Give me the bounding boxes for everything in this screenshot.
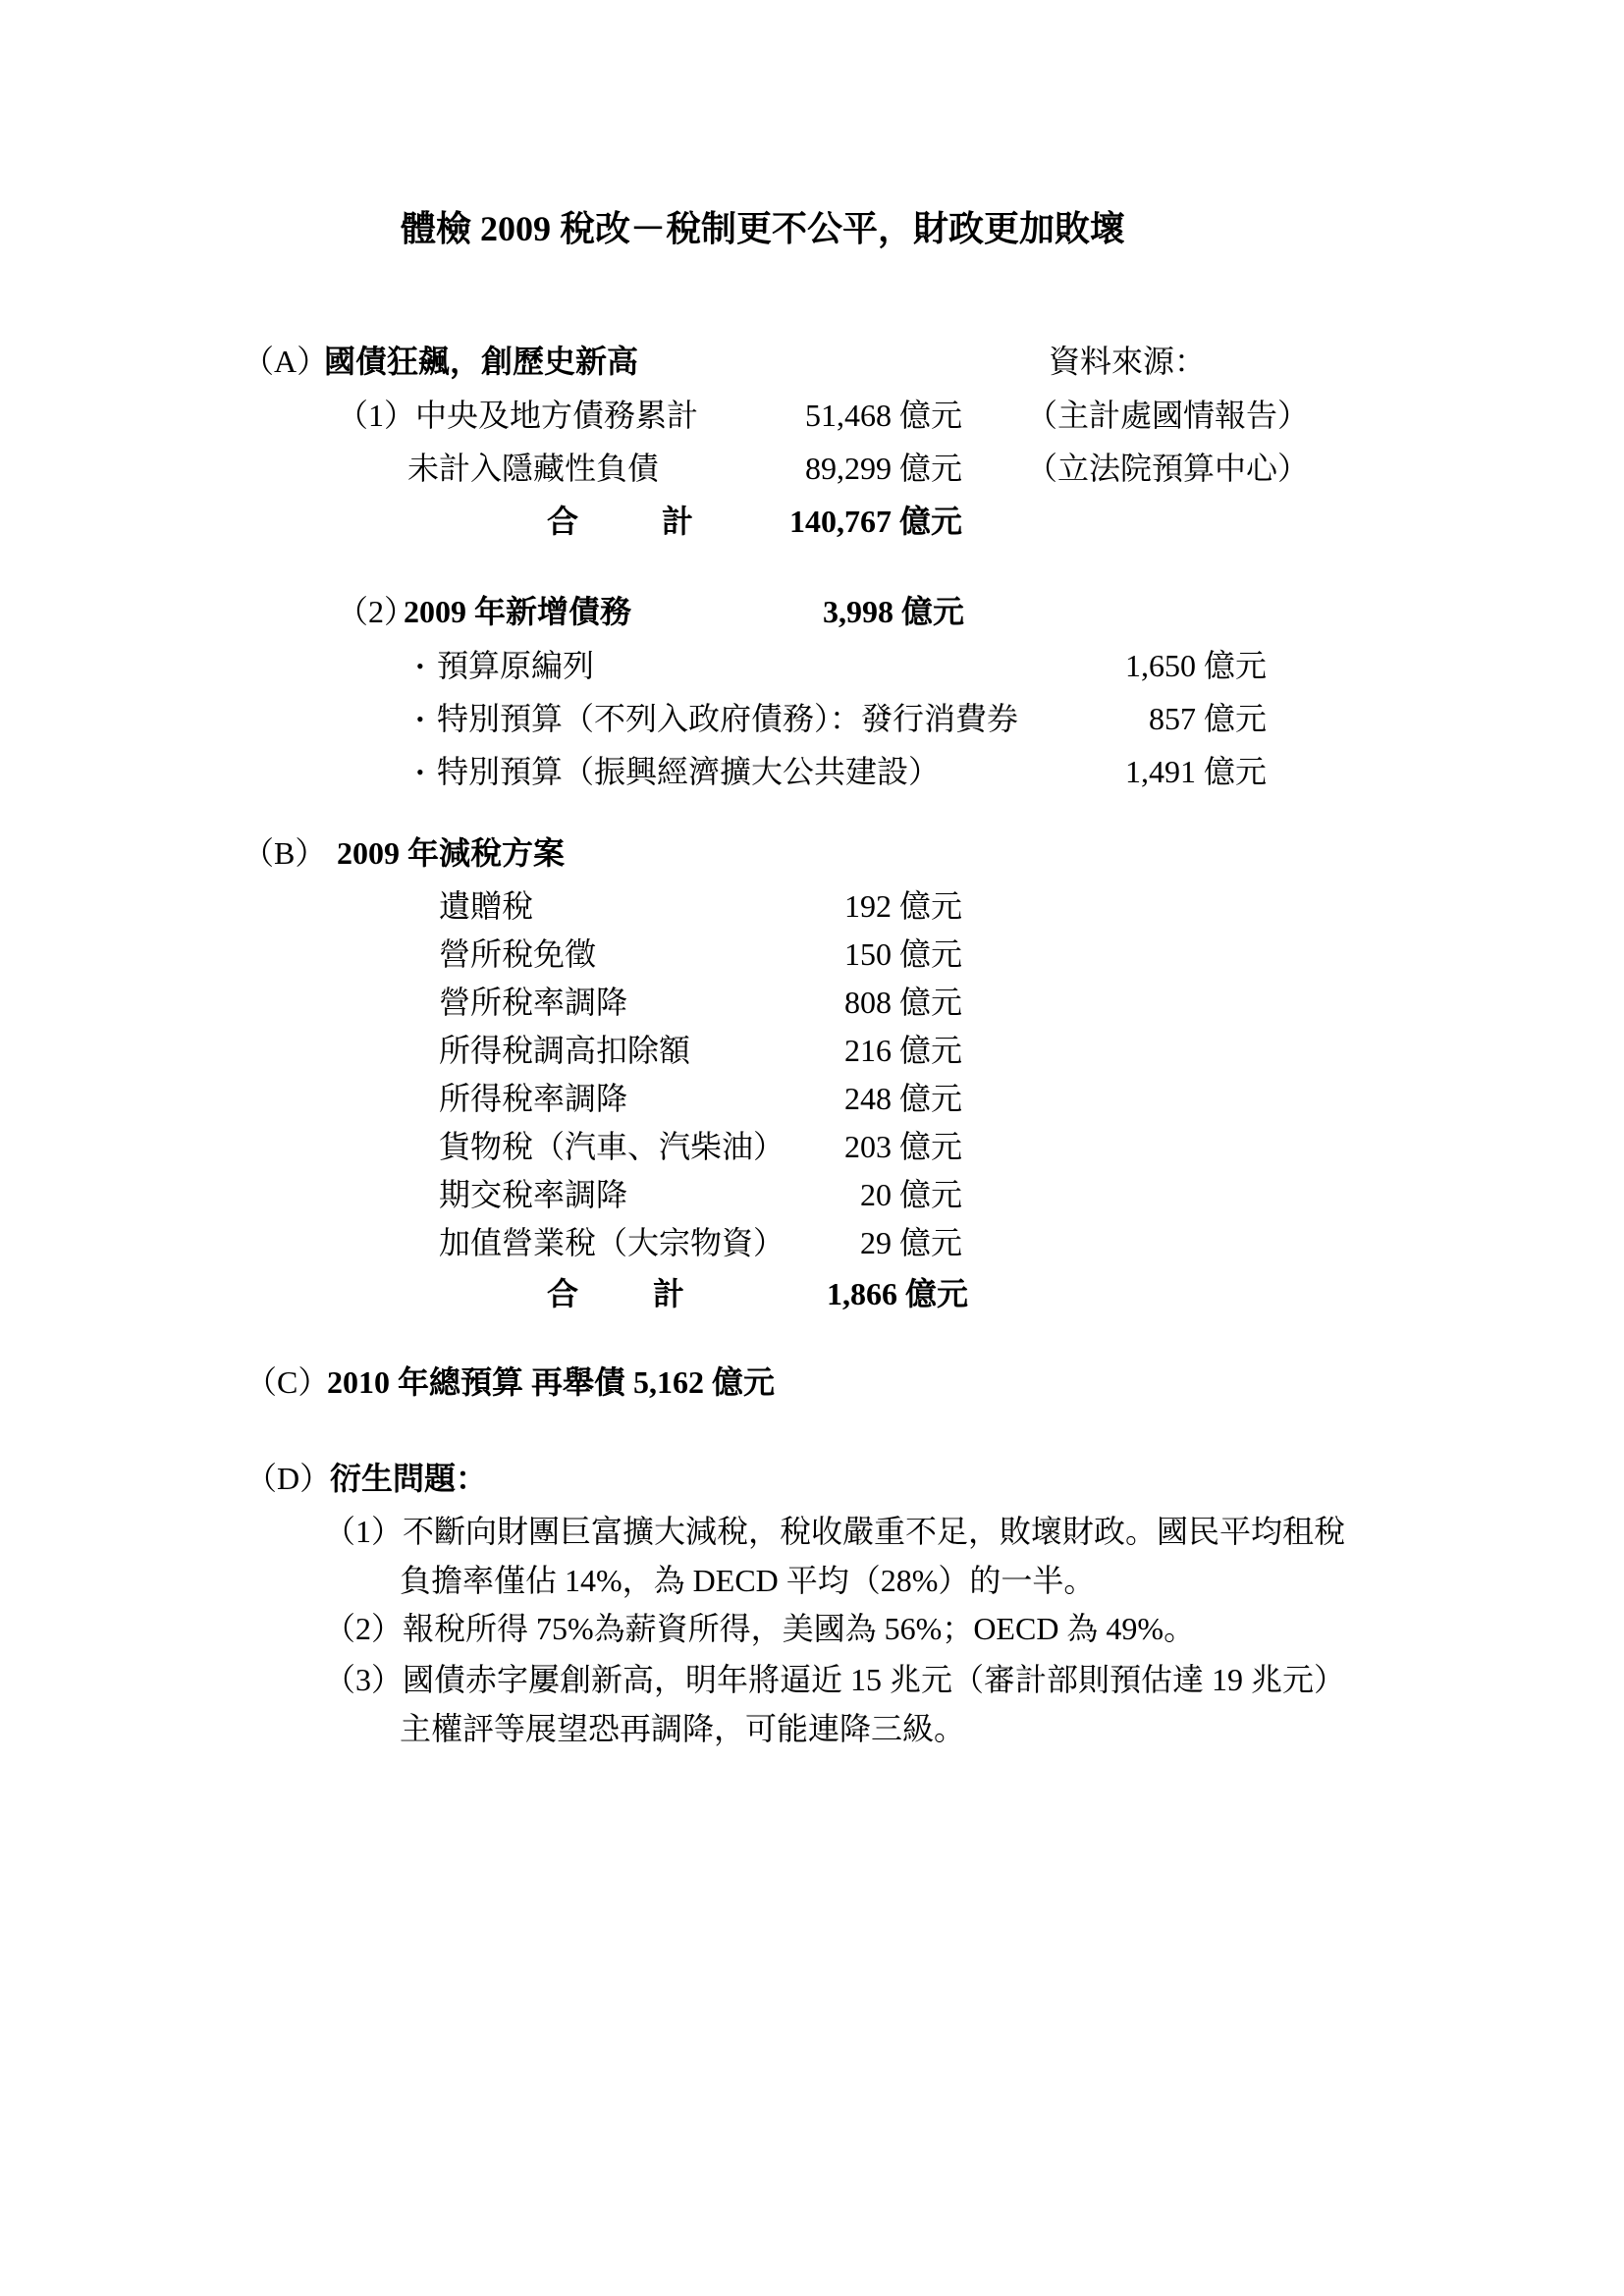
- tax-item-value: 203 億元: [843, 1129, 962, 1164]
- debt-row-value: 89,299 億元: [804, 451, 962, 486]
- tax-item-value: 808 億元: [843, 985, 962, 1020]
- issue-text: 主權評等展望恐再調降，可能連降三級。: [400, 1711, 966, 1746]
- new-debt-heading-row: [0, 589, 1624, 634]
- tax-item-value: 216 億元: [843, 1033, 962, 1068]
- tax-item-row: [0, 883, 1624, 929]
- issue-text: 不斷向財團巨富擴大減稅，稅收嚴重不足，敗壞財政。國民平均租稅: [403, 1514, 1346, 1549]
- issue-label: （3）: [324, 1662, 404, 1697]
- issue-row: [0, 1606, 1624, 1651]
- budget-bullet-value: 1,491 億元: [1124, 754, 1267, 789]
- section-d-heading: 衍生問題：: [330, 1461, 488, 1496]
- section-a-label: （A）: [243, 344, 329, 379]
- source-header: 資料來源：: [1049, 344, 1207, 379]
- tax-item-value: 150 億元: [843, 936, 962, 972]
- tax-total-value: 1,866 億元: [826, 1276, 968, 1311]
- debt-row-label: 未計入隱藏性負債: [407, 451, 660, 486]
- issue-label: （1）: [324, 1514, 404, 1549]
- section-c-text: 2010 年總預算 再舉債 5,162 億元: [327, 1364, 776, 1400]
- section-b-heading: 2009 年減稅方案: [337, 835, 566, 871]
- new-debt-label: （2）: [337, 594, 416, 629]
- issue-text: 國債赤字屢創新高，明年將逼近 15 兆元（審計部則預估達 19 兆元）: [403, 1662, 1346, 1697]
- budget-bullet-row: [0, 696, 1624, 741]
- page-title: 體檢 2009 稅改－稅制更不公平，財政更加敗壞: [400, 209, 1125, 248]
- section-b-label: （B）: [243, 835, 327, 871]
- tax-item-row: [0, 1028, 1624, 1073]
- tax-item-label: 所得稅率調降: [439, 1081, 628, 1116]
- section-c-row: [0, 1360, 1624, 1405]
- tax-item-row: [0, 1220, 1624, 1265]
- tax-item-label: 遺贈稅: [439, 888, 534, 924]
- tax-item-value: 248 億元: [843, 1081, 962, 1116]
- issue-row-continuation: [0, 1558, 1624, 1603]
- debt-row: [0, 393, 1624, 438]
- tax-item-label: 期交稅率調降: [439, 1177, 628, 1212]
- budget-bullet-row: [0, 643, 1624, 688]
- tax-item-value: 20 億元: [859, 1177, 962, 1212]
- tax-item-row: [0, 932, 1624, 977]
- tax-item-label: 營所稅免徵: [439, 936, 597, 972]
- tax-item-value: 192 億元: [843, 888, 962, 924]
- tax-item-row: [0, 980, 1624, 1025]
- debt-total-row: [0, 499, 1624, 544]
- debt-row-value: 51,468 億元: [804, 398, 962, 433]
- section-a-heading-row: [0, 339, 1624, 384]
- tax-item-label: 貨物稅（汽車、汽柴油）: [439, 1129, 785, 1164]
- bullet-icon: •: [416, 707, 424, 731]
- tax-item-label: 加值營業稅（大宗物資）: [439, 1225, 785, 1260]
- tax-item-label: 所得稅調高扣除額: [439, 1033, 691, 1068]
- total-label-left: 合: [547, 1276, 579, 1311]
- budget-bullet-value: 857 億元: [1148, 701, 1267, 736]
- section-d-heading-row: [0, 1456, 1624, 1501]
- issue-row-continuation: [0, 1706, 1624, 1751]
- section-c-label: （C）: [245, 1364, 330, 1400]
- section-d-label: （D）: [245, 1461, 332, 1496]
- issue-text: 負擔率僅佔 14%，為 DECD 平均（28%）的一半。: [400, 1563, 1096, 1598]
- section-b-heading-row: [0, 830, 1624, 876]
- issue-text: 報稅所得 75%為薪資所得，美國為 56%；OECD 為 49%。: [403, 1611, 1196, 1646]
- tax-item-value: 29 億元: [859, 1225, 962, 1260]
- budget-bullet-value: 1,650 億元: [1124, 648, 1267, 683]
- new-debt-value: 3,998 億元: [823, 594, 965, 629]
- issue-label: （2）: [324, 1611, 404, 1646]
- debt-row-label: （1）中央及地方債務累計: [337, 398, 699, 433]
- tax-item-label: 營所稅率調降: [439, 985, 628, 1020]
- issue-row: [0, 1509, 1624, 1554]
- total-label-right: 計: [662, 504, 694, 539]
- total-label-right: 計: [653, 1276, 685, 1311]
- debt-total-value: 140,767 億元: [788, 504, 962, 539]
- debt-row-source: （立法院預算中心）: [1026, 451, 1310, 486]
- tax-item-row: [0, 1124, 1624, 1169]
- debt-row: [0, 446, 1624, 491]
- tax-total-row: [0, 1271, 1624, 1316]
- budget-bullet-text: 預算原編列: [437, 648, 595, 683]
- budget-bullet-text: 特別預算（不列入政府債務）：發行消費券: [437, 701, 1019, 736]
- bullet-icon: •: [416, 760, 424, 784]
- new-debt-heading: 2009 年新增債務: [404, 594, 632, 629]
- total-label-left: 合: [547, 504, 579, 539]
- budget-bullet-row: [0, 749, 1624, 794]
- budget-bullet-text: 特別預算（振興經濟擴大公共建設）: [437, 754, 941, 789]
- tax-item-row: [0, 1076, 1624, 1121]
- section-a-heading: 國債狂飆，創歷史新高: [324, 344, 639, 379]
- issue-row: [0, 1657, 1624, 1702]
- debt-row-source: （主計處國情報告）: [1026, 398, 1310, 433]
- bullet-icon: •: [416, 654, 424, 678]
- tax-item-row: [0, 1172, 1624, 1217]
